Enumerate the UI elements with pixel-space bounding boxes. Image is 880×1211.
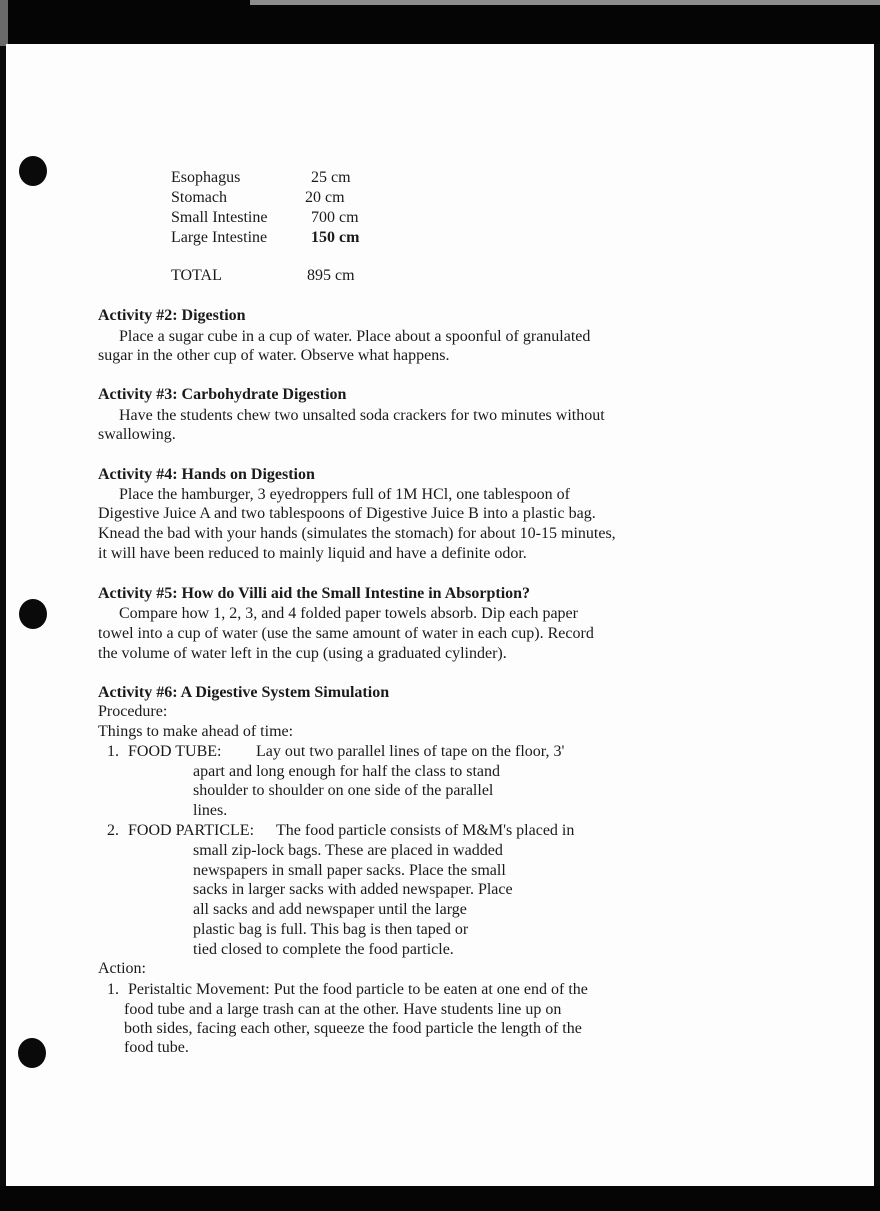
item-text: both sides, facing each other, squeeze the food particle the length of the bbox=[124, 1020, 582, 1037]
item-text: tied closed to complete the food particle. bbox=[193, 941, 454, 958]
item-text: small zip-lock bags. These are placed in wadded bbox=[193, 842, 503, 859]
activity-5-text: the volume of water left in the cup (using a graduated cylinder). bbox=[98, 645, 507, 662]
item-label: FOOD TUBE: bbox=[128, 743, 222, 760]
organ-name: Esophagus bbox=[171, 169, 241, 186]
item-text: lines. bbox=[193, 802, 228, 819]
activity-2-text: sugar in the other cup of water. Observe what happens. bbox=[98, 347, 450, 364]
activity-2-text: Place a sugar cube in a cup of water. Place about a spoonful of granulated bbox=[119, 328, 591, 345]
activity-4-title: Activity #4: Hands on Digestion bbox=[98, 466, 315, 483]
organ-length: 20 cm bbox=[305, 189, 345, 206]
organ-length: 25 cm bbox=[311, 169, 351, 186]
list-number: 1. bbox=[107, 743, 119, 760]
activity-4-text: Place the hamburger, 3 eyedroppers full of 1M HCl, one tablespoon of bbox=[119, 486, 570, 503]
list-number: 2. bbox=[107, 822, 119, 839]
activity-5-text: Compare how 1, 2, 3, and 4 folded paper towels absorb. Dip each paper bbox=[119, 605, 578, 622]
scan-border-strip bbox=[250, 0, 880, 5]
organ-name: Small Intestine bbox=[171, 209, 268, 226]
scan-border-left bbox=[0, 0, 8, 46]
action-label: Action: bbox=[98, 960, 146, 977]
item-text: newspapers in small paper sacks. Place the small bbox=[193, 862, 506, 879]
item-label: FOOD PARTICLE: bbox=[128, 822, 255, 839]
item-text: apart and long enough for half the class to stand bbox=[193, 763, 501, 780]
activity-4-text: Knead the bad with your hands (simulates the stomach) for about 10-15 minutes, bbox=[98, 525, 616, 542]
item-text: Lay out two parallel lines of tape on the floor, 3' bbox=[256, 743, 565, 760]
item-text: plastic bag is full. This bag is then taped or bbox=[193, 921, 469, 938]
punch-hole-top bbox=[19, 156, 47, 186]
scan-border-top bbox=[0, 0, 880, 46]
organ-length: 700 cm bbox=[311, 209, 359, 226]
item-text: food tube. bbox=[124, 1039, 189, 1056]
punch-hole-middle bbox=[19, 599, 47, 629]
item-text: The food particle consists of M&M's placed in bbox=[276, 822, 575, 839]
item-text: Peristaltic Movement: Put the food particle to be eaten at one end of the bbox=[128, 981, 588, 998]
organ-name: Large Intestine bbox=[171, 229, 268, 246]
item-text: food tube and a large trash can at the other. Have students line up on bbox=[124, 1001, 562, 1018]
activity-2-title: Activity #2: Digestion bbox=[98, 307, 246, 324]
activity-4-text: Digestive Juice A and two tablespoons of Digestive Juice B into a plastic bag. bbox=[98, 505, 596, 522]
scan-border-bottom bbox=[0, 1186, 880, 1211]
procedure-label: Procedure: bbox=[98, 703, 168, 720]
total-label: TOTAL bbox=[171, 267, 222, 284]
organ-length: 150 cm bbox=[311, 229, 360, 246]
activity-5-text: towel into a cup of water (use the same amount of water in each cup). Record bbox=[98, 625, 594, 642]
item-text: all sacks and add newspaper until the large bbox=[193, 901, 467, 918]
activity-4-text: it will have been reduced to mainly liquid and have a definite odor. bbox=[98, 545, 527, 562]
total-length: 895 cm bbox=[307, 267, 355, 284]
activity-3-title: Activity #3: Carbohydrate Digestion bbox=[98, 386, 347, 403]
activity-5-title: Activity #5: How do Villi aid the Small Intestine in Absorption? bbox=[98, 585, 531, 602]
activity-3-text: swallowing. bbox=[98, 426, 176, 443]
ahead-label: Things to make ahead of time: bbox=[98, 723, 294, 740]
organ-name: Stomach bbox=[171, 189, 227, 206]
item-text: sacks in larger sacks with added newspaper. Place bbox=[193, 881, 513, 898]
activity-6-title: Activity #6: A Digestive System Simulation bbox=[98, 684, 390, 701]
activity-3-text: Have the students chew two unsalted soda crackers for two minutes without bbox=[119, 407, 605, 424]
list-number: 1. bbox=[107, 981, 119, 998]
punch-hole-bottom bbox=[18, 1038, 46, 1068]
scan-border-right bbox=[874, 44, 880, 1186]
item-text: shoulder to shoulder on one side of the parallel bbox=[193, 782, 494, 799]
